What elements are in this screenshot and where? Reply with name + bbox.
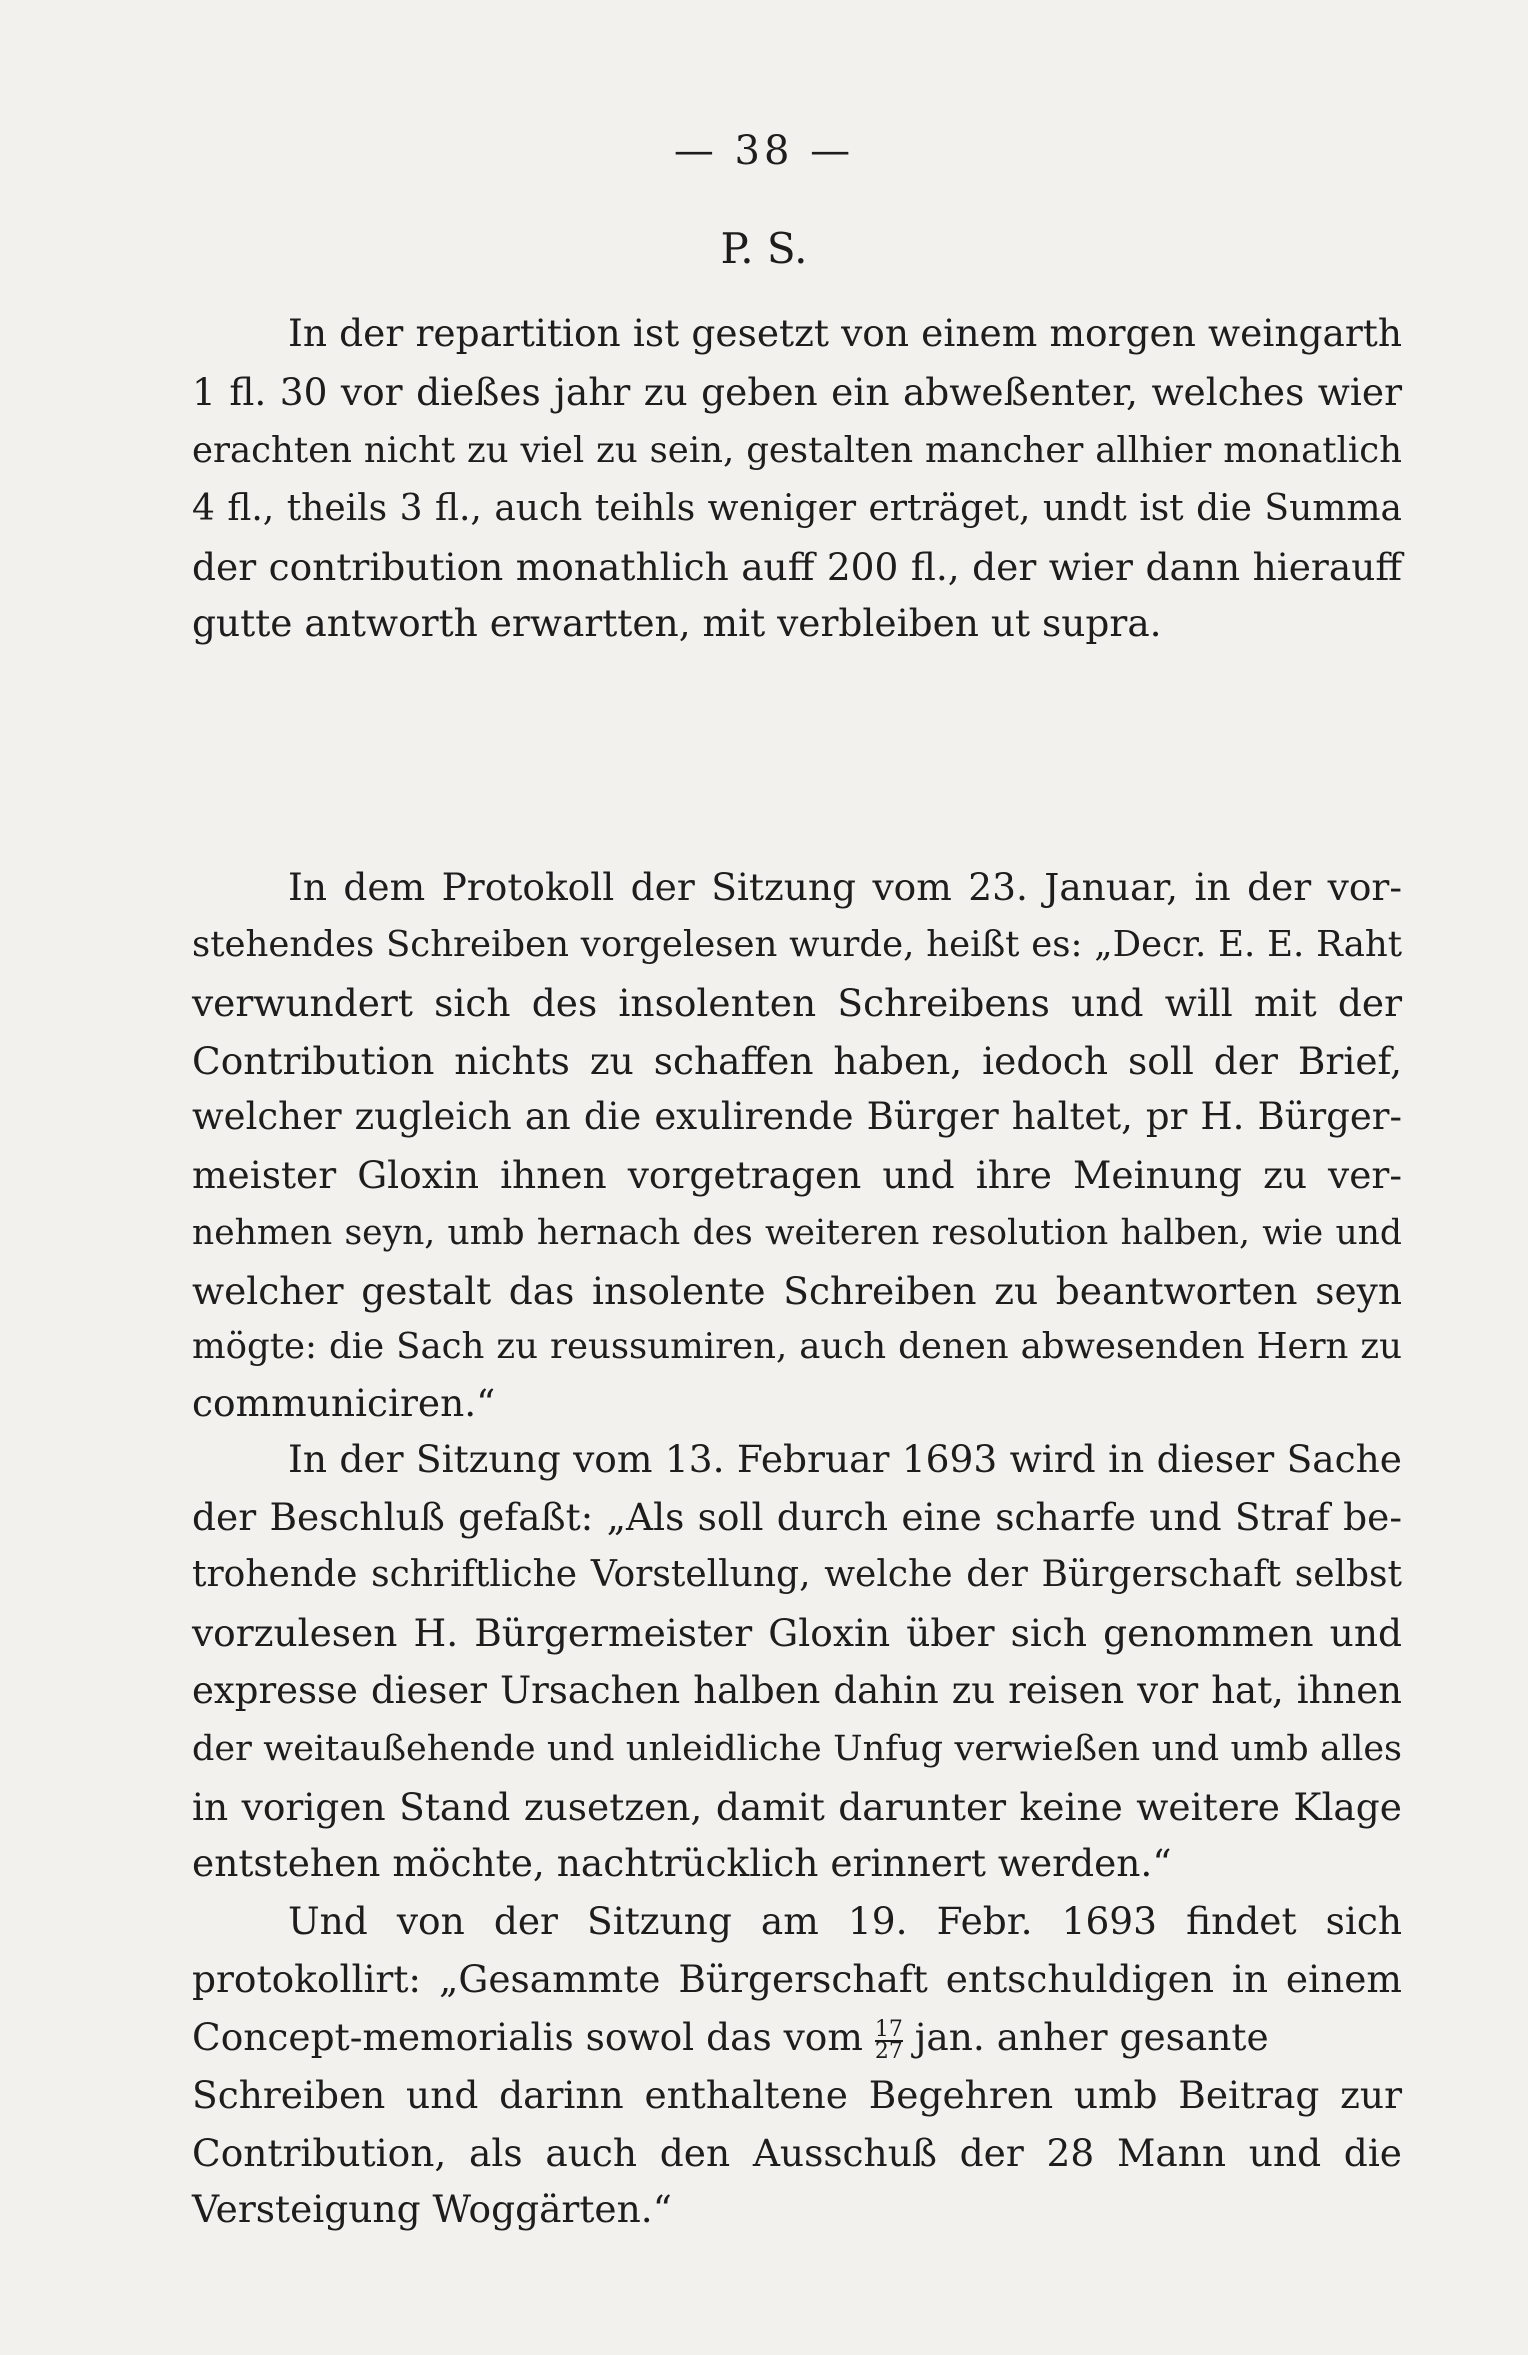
text-line: In dem Protokoll der Sitzung vom 23. Januar, in der vor- — [288, 865, 1402, 909]
text-line: expresse dieser Ursachen halben dahin zu reisen vor hat, ihnen — [192, 1669, 1402, 1712]
text-line: in vorigen Stand zusetzen, damit darunter keine weitere Klage — [192, 1785, 1402, 1829]
text-line: mögte: die Sach zu reussumiren, auch denen abwesenden Hern zu — [192, 1326, 1402, 1367]
text-line: stehendes Schreiben vorgelesen wurde, heißt es: „Decr. E. E. Raht — [192, 924, 1402, 965]
text-fragment: jan. anher gesante — [914, 2015, 1269, 2059]
fraction-numerator: 17 — [874, 2016, 903, 2042]
text-line-with-fraction — [192, 2010, 1402, 2064]
text-line: Und von der Sitzung am 19. Febr. 1693 findet sich — [288, 1899, 1402, 1943]
text-line: trohende schriftliche Vorstellung, welche der Bürgerschaft selbst — [192, 1554, 1402, 1595]
date-fraction — [874, 2016, 903, 2064]
text-line: communiciren.“ — [192, 1381, 496, 1425]
text-line: erachten nicht zu viel zu sein, gestalten mancher allhier monatlich — [192, 430, 1402, 471]
text-line: vorzulesen H. Bürgermeister Gloxin über sich genommen und — [192, 1611, 1402, 1655]
ps-heading: P. S. — [720, 224, 808, 273]
text-line: 4 fl., theils 3 fl., auch teihls weniger erträget, undt ist die Summa — [192, 488, 1402, 529]
text-line: welcher gestalt das insolente Schreiben zu beantworten seyn — [192, 1269, 1402, 1313]
text-line: der weitaußehende und unleidliche Unfug verwießen und umb alles — [192, 1729, 1402, 1769]
text-line: entstehen möchte, nachtrücklich erinnert werden.“ — [192, 1841, 1172, 1885]
fraction-denominator: 27 — [874, 2038, 903, 2064]
text-line: Contribution nichts zu schaffen haben, iedoch soll der Brief, — [192, 1039, 1402, 1083]
text-line: 1 fl. 30 vor dießes jahr zu geben ein abweßenter, welches wier — [192, 370, 1402, 414]
text-line: Versteigung Woggärten.“ — [192, 2187, 672, 2231]
text-line: verwundert sich des insolenten Schreibens und will mit der — [192, 981, 1402, 1025]
text-line: der Beschluß gefaßt: „Als soll durch eine scharfe und Straf be- — [192, 1495, 1402, 1539]
text-line: welcher zugleich an die exulirende Bürger haltet, pr H. Bürger- — [192, 1095, 1402, 1138]
text-line: In der Sitzung vom 13. Februar 1693 wird in dieser Sache — [288, 1437, 1402, 1481]
text-line: protokollirt: „Gesammte Bürgerschaft entschuldigen in einem — [192, 1957, 1402, 2001]
text-line: In der repartition ist gesetzt von einem morgen weingarth — [288, 311, 1402, 355]
text-line: gutte antworth erwartten, mit verbleiben ut supra. — [192, 601, 1162, 645]
page-number: — 38 — — [673, 128, 855, 174]
text-line: Contribution, als auch den Ausschuß der 28 Mann und die — [192, 2131, 1402, 2175]
text-line: nehmen seyn, umb hernach des weiteren resolution halben, wie und — [192, 1213, 1402, 1253]
text-line: meister Gloxin ihnen vorgetragen und ihre Meinung zu ver- — [192, 1153, 1402, 1197]
text-line: der contribution monathlich auff 200 fl., der wier dann hierauff — [192, 545, 1402, 589]
text-line: Schreiben und darinn enthaltene Begehren umb Beitrag zur — [192, 2073, 1402, 2117]
text-fragment: Concept-memorialis sowol das vom — [192, 2015, 863, 2059]
